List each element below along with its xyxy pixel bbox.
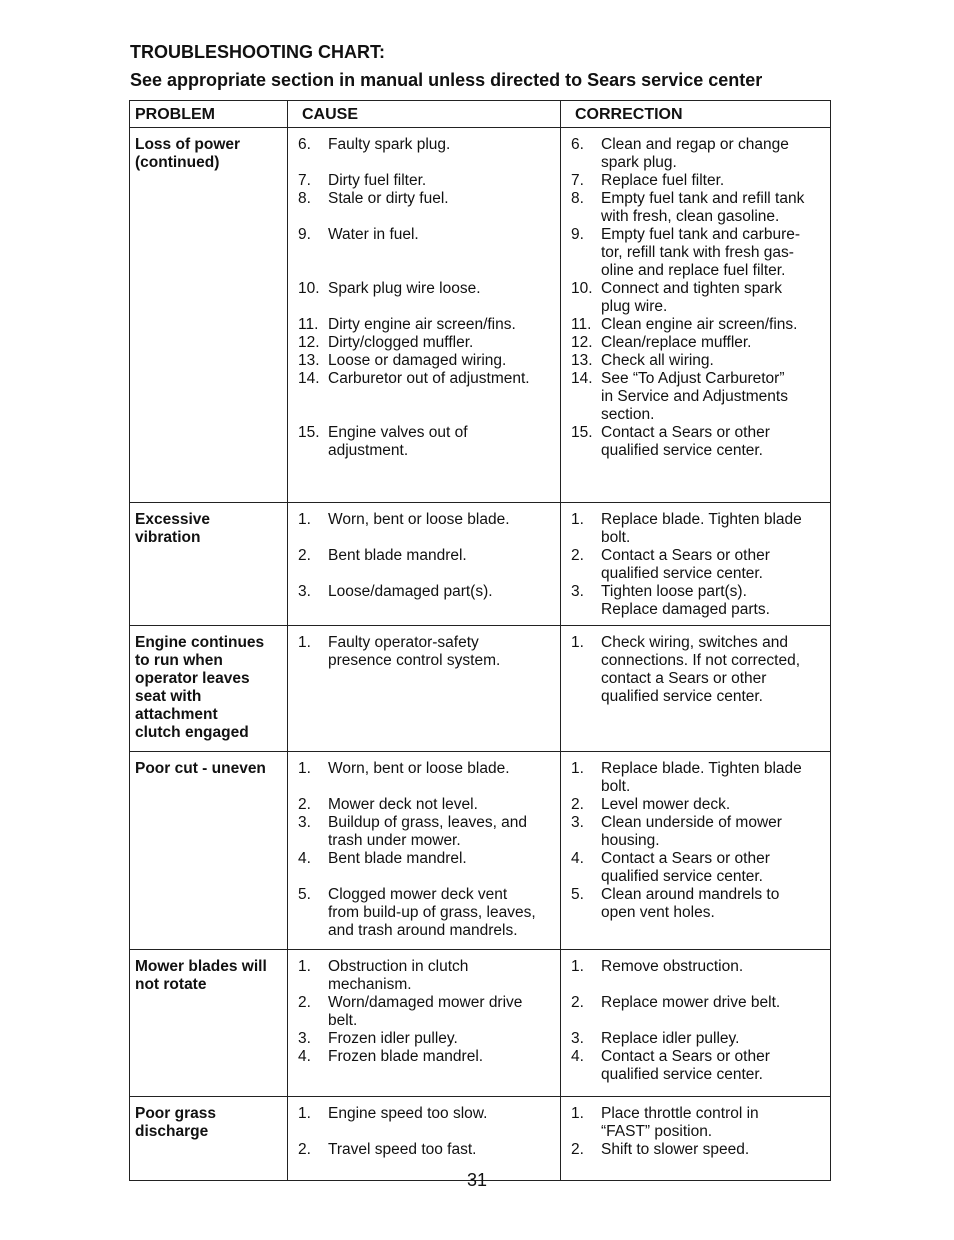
cause-cell [288,128,561,503]
correction-text: Clean around mandrels to open vent holes. [601,886,780,921]
correction-number: 2. [571,547,584,564]
cause-item [298,1105,556,1123]
column-header-correction: CORRECTION [561,101,831,128]
cause-number: 1. [298,1105,311,1122]
cause-item [298,1048,556,1066]
correction-item [571,190,826,226]
correction-item [571,352,826,370]
correction-number: 9. [571,226,584,243]
correction-item [571,1048,826,1084]
cause-number: 2. [298,796,311,813]
chart-title: TROUBLESHOOTING CHART: [130,42,385,62]
correction-cell [561,128,831,503]
cause-item [298,583,556,601]
correction-item [571,1030,826,1048]
correction-text: Clean underside of mower housing. [601,814,782,849]
cause-text: Faulty spark plug. [328,136,451,153]
correction-item [571,370,826,424]
spacer [298,208,556,226]
correction-text: Replace blade. Tighten blade bolt. [601,511,802,546]
cause-text: Stale or dirty fuel. [328,190,449,207]
correction-text: Empty fuel tank and carbure- tor, refill tank with fresh gas- oline and replace fuel filter. [601,226,801,279]
correction-text: Contact a Sears or other qualified service center. [601,424,770,459]
correction-text: Clean/replace muffler. [601,334,752,351]
cause-cell [288,752,561,950]
correction-text: See “To Adjust Carburetor” in Service and Adjustments section. [601,370,788,423]
correction-item [571,547,826,583]
correction-item [571,886,826,922]
cause-item [298,958,556,994]
cause-text: Worn/damaged mower drive belt. [328,994,523,1029]
spacer [298,244,556,262]
table-header-row [130,101,831,128]
cause-number: 11. [298,316,319,333]
correction-number: 14. [571,370,593,387]
cause-text: Water in fuel. [328,226,419,243]
correction-number: 2. [571,1141,584,1158]
cause-cell [288,626,561,752]
troubleshooting-table [129,100,831,1181]
correction-cell [561,950,831,1097]
correction-item [571,796,826,814]
correction-number: 15. [571,424,593,441]
cause-number: 3. [298,814,311,831]
correction-number: 3. [571,814,584,831]
cause-item [298,796,556,814]
cause-number: 8. [298,190,311,207]
cause-number: 4. [298,1048,311,1065]
cause-text: Obstruction in clutch mechanism. [328,958,469,993]
column-header-problem: PROBLEM [130,101,288,128]
correction-text: Clean engine air screen/fins. [601,316,798,333]
cause-text: Dirty/clogged muffler. [328,334,474,351]
correction-text: Contact a Sears or other qualified service center. [601,547,770,582]
spacer [298,262,556,280]
cause-number: 7. [298,172,311,189]
cause-number: 4. [298,850,311,867]
cause-number: 1. [298,760,311,777]
cause-text: Carburetor out of adjustment. [328,370,530,387]
correction-text: Contact a Sears or other qualified service center. [601,1048,770,1083]
cause-text: Frozen blade mandrel. [328,1048,484,1065]
correction-text: Check wiring, switches and connections. If not corrected, contact a Sears or other qualified service center. [601,634,801,705]
cause-text: Frozen idler pulley. [328,1030,458,1047]
cause-text: Spark plug wire loose. [328,280,481,297]
correction-number: 11. [571,316,592,333]
problem-cell: Poor grass discharge [130,1097,288,1181]
cause-number: 13. [298,352,320,369]
correction-text: Replace fuel filter. [601,172,725,189]
spacer [571,976,826,994]
spacer [571,1012,826,1030]
spacer [298,529,556,547]
cause-item [298,760,556,778]
cause-item [298,1030,556,1048]
cause-text: Faulty operator-safety presence control system. [328,634,501,669]
correction-text: Clean and regap or change spark plug. [601,136,789,171]
correction-number: 1. [571,634,584,651]
cause-number: 6. [298,136,311,153]
problem-cell: Engine continues to run when operator leaves seat with attachment clutch engaged [130,626,288,752]
correction-number: 4. [571,850,584,867]
cause-text: Dirty fuel filter. [328,172,427,189]
cause-item [298,547,556,565]
cause-item [298,634,556,670]
cause-item [298,850,556,868]
cause-item [298,352,556,370]
correction-text: Replace idler pulley. [601,1030,740,1047]
correction-text: Level mower deck. [601,796,731,813]
cause-item [298,334,556,352]
correction-number: 4. [571,1048,584,1065]
table-row [130,626,831,752]
correction-item [571,1141,826,1159]
correction-item [571,958,826,976]
correction-item [571,850,826,886]
correction-number: 1. [571,958,584,975]
cause-number: 2. [298,547,311,564]
cause-item [298,424,556,460]
correction-number: 10. [571,280,593,297]
spacer [298,565,556,583]
cause-item [298,511,556,529]
spacer [298,1123,556,1141]
cause-cell [288,950,561,1097]
cause-item [298,370,556,388]
cause-number: 1. [298,511,311,528]
cause-number: 3. [298,1030,311,1047]
correction-item [571,634,826,706]
cause-number: 14. [298,370,320,387]
correction-item [571,511,826,547]
correction-cell [561,626,831,752]
correction-number: 3. [571,583,584,600]
correction-text: Replace mower drive belt. [601,994,781,1011]
spacer [298,406,556,424]
cause-item [298,280,556,298]
correction-text: Replace blade. Tighten blade bolt. [601,760,802,795]
chart-subtitle: See appropriate section in manual unless directed to Sears service center [130,70,763,90]
spacer [298,388,556,406]
cause-text: Dirty engine air screen/fins. [328,316,516,333]
page-number: 31 [466,1170,488,1190]
cause-text: Worn, bent or loose blade. [328,511,510,528]
spacer [298,778,556,796]
spacer [298,154,556,172]
table-row [130,128,831,503]
cause-text: Clogged mower deck vent from build-up of grass, leaves, and trash around mandrels. [328,886,536,939]
cause-number: 15. [298,424,320,441]
correction-number: 2. [571,994,584,1011]
correction-item [571,1105,826,1141]
correction-item [571,172,826,190]
correction-item [571,316,826,334]
problem-cell: Excessive vibration [130,503,288,626]
correction-cell [561,503,831,626]
spacer [298,298,556,316]
correction-number: 1. [571,511,584,528]
cause-number: 5. [298,886,311,903]
correction-item [571,136,826,172]
cause-text: Bent blade mandrel. [328,547,467,564]
cause-text: Bent blade mandrel. [328,850,467,867]
column-header-cause: CAUSE [288,101,561,128]
correction-text: Shift to slower speed. [601,1141,750,1158]
cause-item [298,172,556,190]
correction-number: 1. [571,760,584,777]
table-row [130,503,831,626]
correction-number: 7. [571,172,584,189]
correction-number: 1. [571,1105,584,1122]
cause-number: 9. [298,226,311,243]
cause-number: 2. [298,994,311,1011]
table-row [130,752,831,950]
correction-number: 5. [571,886,584,903]
cause-text: Travel speed too fast. [328,1141,477,1158]
cause-text: Buildup of grass, leaves, and trash under mower. [328,814,528,849]
problem-cell: Loss of power (continued) [130,128,288,503]
cause-item [298,886,556,940]
spacer [298,868,556,886]
cause-number: 10. [298,280,320,297]
cause-text: Loose/damaged part(s). [328,583,493,600]
cause-number: 2. [298,1141,311,1158]
correction-number: 6. [571,136,584,153]
cause-item [298,136,556,154]
correction-item [571,226,826,280]
correction-text: Empty fuel tank and refill tank with fresh, clean gasoline. [601,190,805,225]
cause-text: Engine speed too slow. [328,1105,488,1122]
correction-item [571,814,826,850]
cause-text: Worn, bent or loose blade. [328,760,510,777]
problem-cell: Mower blades will not rotate [130,950,288,1097]
correction-item [571,424,826,460]
cause-number: 3. [298,583,311,600]
correction-item [571,334,826,352]
cause-item [298,994,556,1030]
problem-cell: Poor cut - uneven [130,752,288,950]
cause-text: Loose or damaged wiring. [328,352,507,369]
cause-text: Engine valves out of adjustment. [328,424,468,459]
cause-number: 1. [298,958,311,975]
correction-text: Connect and tighten spark plug wire. [601,280,782,315]
table-row [130,950,831,1097]
correction-number: 2. [571,796,584,813]
correction-number: 13. [571,352,593,369]
correction-number: 12. [571,334,593,351]
cause-item [298,1141,556,1159]
correction-cell [561,752,831,950]
correction-text: Check all wiring. [601,352,714,369]
cause-item [298,814,556,850]
cause-cell [288,503,561,626]
cause-text: Mower deck not level. [328,796,478,813]
cause-item [298,190,556,208]
correction-number: 3. [571,1030,584,1047]
correction-item [571,994,826,1012]
correction-item [571,280,826,316]
correction-text: Contact a Sears or other qualified service center. [601,850,770,885]
correction-text: Place throttle control in “FAST” position. [601,1105,759,1140]
correction-text: Tighten loose part(s). Replace damaged parts. [601,583,770,618]
correction-text: Remove obstruction. [601,958,744,975]
cause-number: 1. [298,634,311,651]
cause-number: 12. [298,334,320,351]
correction-number: 8. [571,190,584,207]
cause-item [298,226,556,244]
correction-item [571,583,826,619]
cause-item [298,316,556,334]
correction-item [571,760,826,796]
table-body [130,128,831,1181]
